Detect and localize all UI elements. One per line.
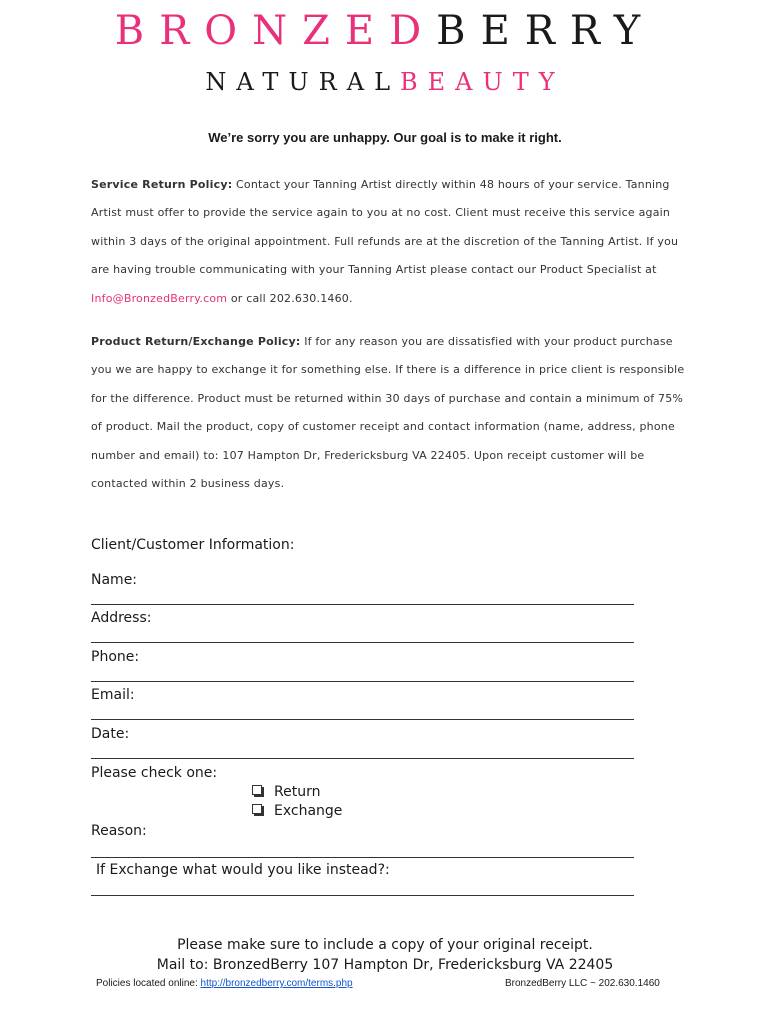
reason-field[interactable] — [91, 857, 634, 858]
footer-company: BronzedBerry LLC ~ 202.630.1460 — [505, 978, 660, 989]
service-policy-tail: or call 202.630.1460. — [230, 291, 353, 305]
phone-label: Phone: — [91, 649, 140, 665]
brand-tagline — [0, 68, 770, 96]
logo-berry: BERRY — [436, 8, 656, 54]
email-field[interactable] — [91, 719, 634, 720]
product-policy-label: Product Return/Exchange Policy: — [91, 335, 301, 348]
receipt-note: Please make sure to include a copy of your original receipt. — [177, 937, 593, 953]
date-field[interactable] — [91, 758, 634, 759]
check-one-label: Please check one: — [91, 765, 218, 781]
footer-policies — [96, 978, 353, 989]
address-field[interactable] — [91, 642, 634, 643]
exchange-option[interactable] — [252, 803, 342, 819]
exchange-instead-field[interactable] — [91, 895, 634, 896]
page-heading: We’re sorry you are unhappy. Our goal is to make it right. — [208, 130, 562, 145]
exchange-option-label: Exchange — [274, 803, 343, 819]
client-info-title: Client/Customer Information: — [91, 537, 295, 553]
exchange-instead-label: If Exchange what would you like instead?: — [96, 862, 390, 878]
logo-natural: NATURAL — [205, 68, 400, 96]
brand-logo — [0, 8, 770, 54]
reason-label: Reason: — [91, 823, 147, 839]
return-option-label: Return — [274, 784, 321, 800]
product-policy-text: If for any reason you are dissatisfied with your product purchase you we are happy to exchange it for something else. If there is a difference in price client is responsible for the difference. Product must be returned within 30 days of purchase and contain a minimum of 75% of product. Mail the product, copy of customer receipt and contact information (name, address, phone number and email) to: 107 Hampton Dr, Fredericksburg VA 22405. Upon receipt customer will be contacted within 2 business days. — [91, 335, 685, 491]
support-email-link[interactable]: Info@BronzedBerry.com — [91, 291, 228, 305]
exchange-checkbox[interactable] — [252, 804, 262, 814]
name-field[interactable] — [91, 604, 634, 605]
footer-policies-label: Policies located online: — [96, 978, 198, 989]
product-return-policy — [91, 328, 691, 498]
service-policy-text: Contact your Tanning Artist directly within 48 hours of your service. Tanning Artist must offer to provide the service again to you at no cost. Client must receive this service again within 3 days of the original appointment. Full refunds are at the discretion of the Tanning Artist. If you are having trouble communicating with your Tanning Artist please contact our Product Specialist at — [91, 178, 679, 277]
return-checkbox[interactable] — [252, 785, 262, 795]
logo-bronzed: BRONZED — [114, 8, 437, 54]
mail-to-note: Mail to: BronzedBerry 107 Hampton Dr, Fredericksburg VA 22405 — [156, 957, 614, 973]
service-return-policy — [91, 171, 691, 313]
service-policy-label: Service Return Policy: — [91, 178, 233, 191]
date-label: Date: — [91, 726, 130, 742]
return-option[interactable] — [252, 784, 320, 800]
terms-link[interactable]: http://bronzedberry.com/terms.php — [200, 978, 353, 989]
phone-field[interactable] — [91, 681, 634, 682]
logo-beauty: BEAUTY — [400, 68, 565, 96]
email-label: Email: — [91, 687, 135, 703]
name-label: Name: — [91, 572, 138, 588]
address-label: Address: — [91, 610, 152, 626]
